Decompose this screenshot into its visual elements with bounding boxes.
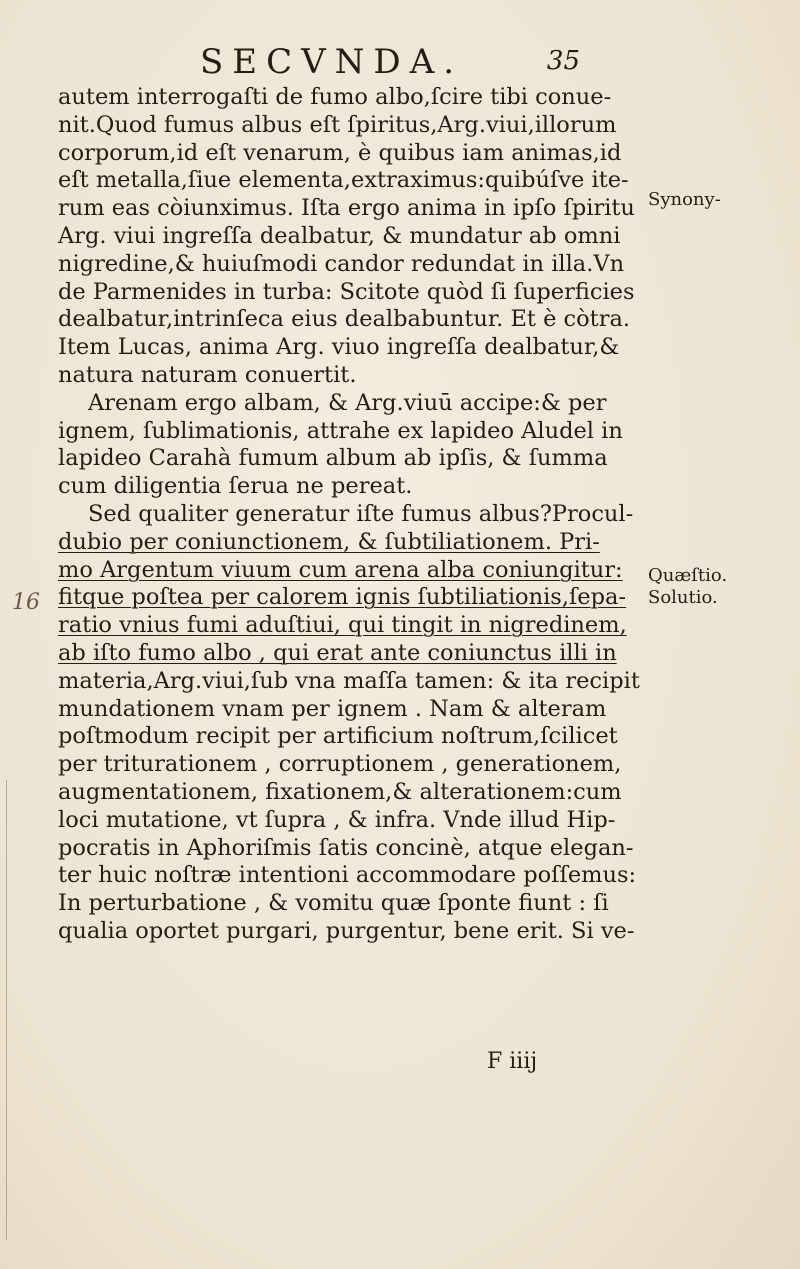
text-line: ignem, ſublimationis, attrahe ex lapideo Aludel in xyxy=(58,417,623,444)
text-line: nit.Quod fumus albus eſt ſpiritus,Arg.viui,illorum xyxy=(58,111,617,138)
text-line: cum diligentia ſerua ne pereat. xyxy=(58,473,413,500)
text-line: loci mutatione, vt ſupra , & infra. Vnde illud Hip- xyxy=(58,806,616,833)
body-text xyxy=(58,84,646,946)
running-head: SECVNDA. xyxy=(200,42,464,82)
text-line: qualia oportet purgari, purgentur, bene erit. Si ve- xyxy=(58,917,635,944)
page-edge-shadow xyxy=(6,780,7,1240)
text-line: corporum,id eſt venarum, è quibus iam animas,id xyxy=(58,139,622,166)
text-line: autem interrogaſti de fumo albo,ſcire tibi conue- xyxy=(58,84,612,110)
text-line: augmentationem, fixationem,& alterationem:cum xyxy=(58,778,622,805)
text-line-underlined: ab iſto fumo albo , qui erat ante coniunctus illi in xyxy=(58,639,617,666)
margin-note-synonyma: Synony- xyxy=(648,189,721,210)
text-line: Item Lucas, anima Arg. viuo ingreſſa dealbatur,& xyxy=(58,334,620,361)
page-number: 35 xyxy=(546,46,580,76)
text-line-underlined: fitque poſtea per calorem ignis ſubtiliationis,ſepa- xyxy=(58,584,627,611)
text-line: Arg. viui ingreſſa dealbatur, & mundatur ab omni xyxy=(58,222,621,249)
handwritten-margin-note: 16 xyxy=(12,590,40,615)
margin-note-quaestio: Quæſtio. xyxy=(648,565,728,586)
page-header xyxy=(200,42,580,82)
text-line-underlined: dubio per coniunctionem, & ſubtiliationem. Pri- xyxy=(58,528,600,555)
margin-note-solutio: Solutio. xyxy=(648,587,718,608)
text-line-underlined: mo Argentum viuum cum arena alba coniungitur: xyxy=(58,556,623,583)
text-line: materia,Arg.viui,ſub vna maſſa tamen: & ita recipit xyxy=(58,667,640,694)
text-line: rum eas còiunximus. Iſta ergo anima in ipſo ſpiritu xyxy=(58,195,635,222)
text-line: eſt metalla,ſiue elementa,extraximus:quibúſve ite- xyxy=(58,167,629,194)
text-line: natura naturam conuertit. xyxy=(58,361,357,388)
text-line: Sed qualiter generatur iſte fumus albus?Procul- xyxy=(88,500,634,527)
text-line: poſtmodum recipit per artificium noſtrum,ſcilicet xyxy=(58,723,618,750)
text-line: ter huic noſtræ intentioni accommodare poſſemus: xyxy=(58,862,637,889)
text-line: per triturationem , corruptionem , generationem, xyxy=(58,751,622,778)
signature-mark: F iiij xyxy=(487,1049,538,1074)
text-line: de Parmenides in turba: Scitote quòd ſi ſuperficies xyxy=(58,278,635,305)
text-line: mundationem vnam per ignem . Nam & alteram xyxy=(58,695,607,722)
text-line: In perturbatione , & vomitu quæ ſponte fiunt : ſi xyxy=(58,890,609,917)
text-line-underlined: ratio vnius fumi aduſtiui, qui tingit in nigredinem, xyxy=(58,612,627,639)
text-line: pocratis in Aphoriſmis ſatis concinè, atque elegan- xyxy=(58,834,634,861)
text-line: nigredine,& huiuſmodi candor redundat in illa.Vn xyxy=(58,250,625,277)
text-line: lapideo Carahà fumum album ab ipſis, & ſumma xyxy=(58,445,608,472)
text-line: dealbatur,intrinſeca eius dealbabuntur. Et è còtra. xyxy=(58,306,631,333)
text-line: Arenam ergo albam, & Arg.viuū accipe:& per xyxy=(88,389,607,416)
